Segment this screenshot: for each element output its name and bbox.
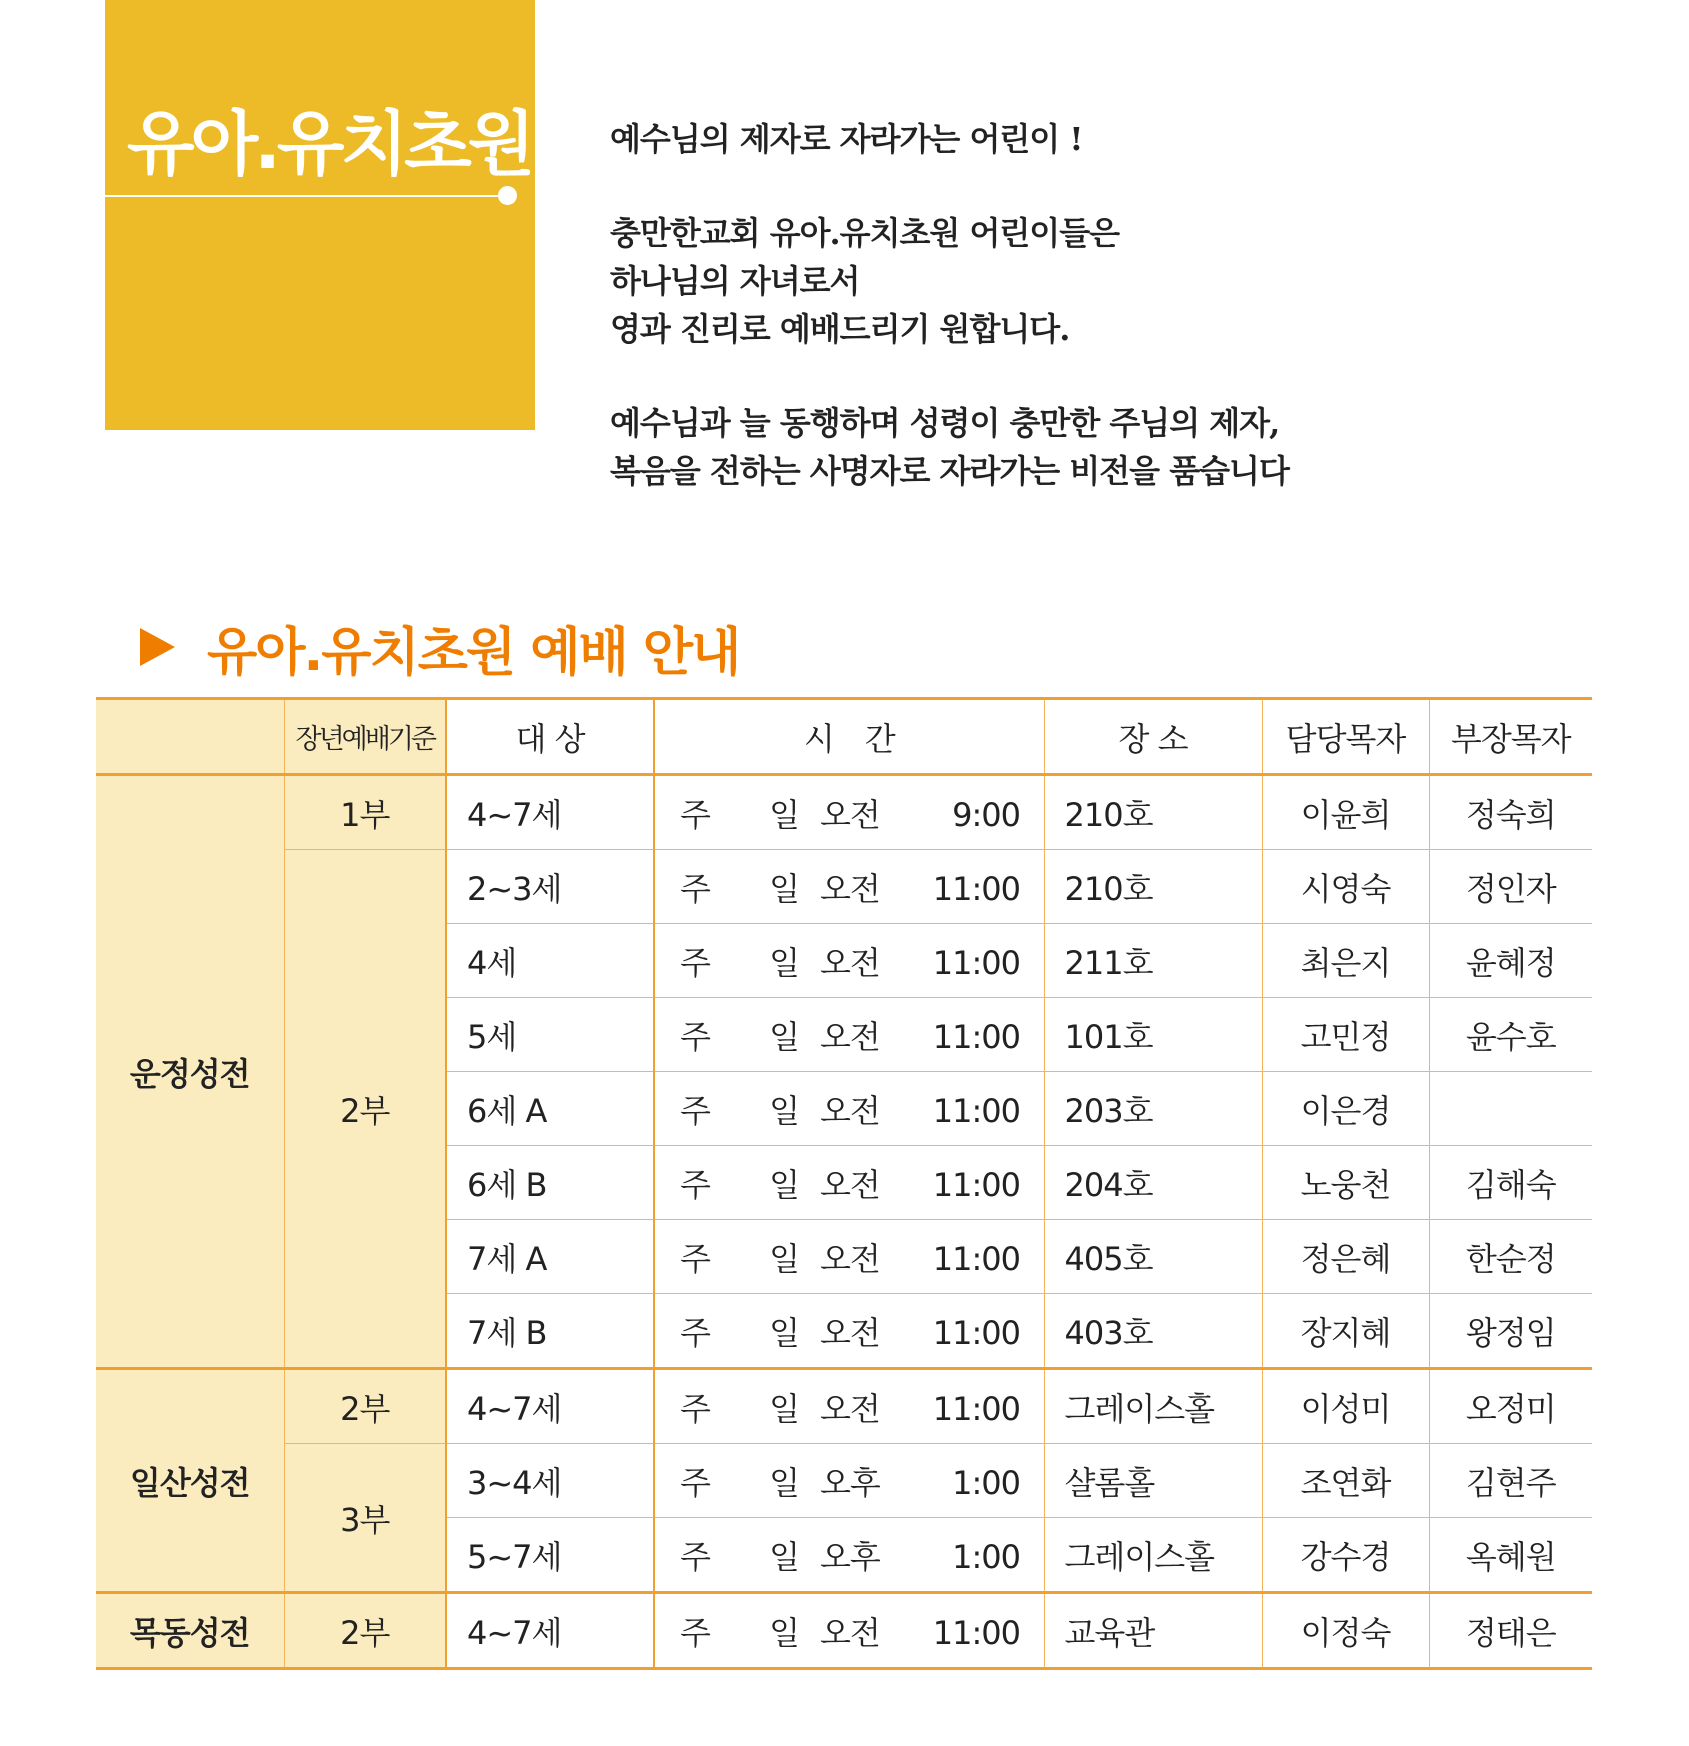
header-time: 시 간 xyxy=(654,699,1044,775)
intro-line: 예수님과 늘 동행하며 성령이 충만한 주님의 제자, xyxy=(610,404,1280,442)
deputy-cell: 정태은 xyxy=(1429,1593,1592,1669)
section-title: 유아.유치초원 예배 안내 xyxy=(207,622,740,683)
pastor-cell: 노웅천 xyxy=(1262,1146,1429,1220)
place-cell: 그레이스홀 xyxy=(1044,1369,1262,1444)
deputy-cell: 한순정 xyxy=(1429,1220,1592,1294)
time-cell: 주 일오후 1:00 xyxy=(654,1518,1044,1593)
pastor-cell: 이정숙 xyxy=(1262,1593,1429,1669)
table-row xyxy=(96,1444,1592,1518)
campus-cell: 목동성전 xyxy=(96,1593,284,1669)
time-cell: 주 일오전 11:00 xyxy=(654,998,1044,1072)
deputy-cell: 정숙희 xyxy=(1429,775,1592,850)
deputy-cell: 정인자 xyxy=(1429,850,1592,924)
pastor-cell: 장지혜 xyxy=(1262,1294,1429,1369)
pastor-cell: 최은지 xyxy=(1262,924,1429,998)
time-cell: 주 일오전 11:00 xyxy=(654,1593,1044,1669)
place-cell: 405호 xyxy=(1044,1220,1262,1294)
table-header-row xyxy=(96,699,1592,775)
time-cell: 주 일오전 11:00 xyxy=(654,850,1044,924)
header-pastor: 담당목자 xyxy=(1262,699,1429,775)
target-cell: 7세 B xyxy=(446,1294,654,1369)
page-title: 유아.유치초원 xyxy=(127,103,532,185)
header-ref: 장년예배기준 xyxy=(284,699,446,775)
target-cell: 4~7세 xyxy=(446,775,654,850)
service-cell: 2부 xyxy=(284,1593,446,1669)
service-cell: 1부 xyxy=(284,775,446,850)
pastor-cell: 이윤희 xyxy=(1262,775,1429,850)
intro-line: 하나님의 자녀로서 xyxy=(610,262,860,300)
intro-line: 영과 진리로 예배드리기 원합니다. xyxy=(610,310,1070,348)
pastor-cell: 고민정 xyxy=(1262,998,1429,1072)
service-cell: 3부 xyxy=(284,1444,446,1593)
service-cell: 2부 xyxy=(284,850,446,1369)
deputy-cell: 윤수호 xyxy=(1429,998,1592,1072)
target-cell: 4~7세 xyxy=(446,1593,654,1669)
schedule-table xyxy=(96,697,1592,1670)
place-cell: 203호 xyxy=(1044,1072,1262,1146)
target-cell: 2~3세 xyxy=(446,850,654,924)
campus-cell: 운정성전 xyxy=(96,775,284,1369)
target-cell: 7세 A xyxy=(446,1220,654,1294)
deputy-cell: 윤혜정 xyxy=(1429,924,1592,998)
target-cell: 6세 B xyxy=(446,1146,654,1220)
deputy-cell: 옥혜원 xyxy=(1429,1518,1592,1593)
title-dot xyxy=(498,186,517,205)
place-cell: 샬롬홀 xyxy=(1044,1444,1262,1518)
target-cell: 3~4세 xyxy=(446,1444,654,1518)
time-cell: 주 일오전 11:00 xyxy=(654,1072,1044,1146)
pastor-cell: 정은혜 xyxy=(1262,1220,1429,1294)
pastor-cell: 시영숙 xyxy=(1262,850,1429,924)
table-row xyxy=(96,1593,1592,1669)
place-cell: 211호 xyxy=(1044,924,1262,998)
place-cell: 210호 xyxy=(1044,775,1262,850)
target-cell: 4세 xyxy=(446,924,654,998)
triangle-right-icon xyxy=(140,628,175,666)
table-row xyxy=(96,1369,1592,1444)
service-cell: 2부 xyxy=(284,1369,446,1444)
time-cell: 주 일오전 11:00 xyxy=(654,1294,1044,1369)
table-row xyxy=(96,850,1592,924)
deputy-cell: 오정미 xyxy=(1429,1369,1592,1444)
intro-text xyxy=(610,115,1590,495)
table-row xyxy=(96,775,1592,850)
place-cell: 403호 xyxy=(1044,1294,1262,1369)
target-cell: 4~7세 xyxy=(446,1369,654,1444)
intro-line: 복음을 전하는 사명자로 자라가는 비전을 품습니다 xyxy=(610,452,1289,490)
pastor-cell: 이은경 xyxy=(1262,1072,1429,1146)
place-cell: 101호 xyxy=(1044,998,1262,1072)
campus-cell: 일산성전 xyxy=(96,1369,284,1593)
section-heading xyxy=(140,612,739,682)
title-box xyxy=(105,0,535,430)
time-cell: 주 일오전 11:00 xyxy=(654,1146,1044,1220)
intro-line: 충만한교회 유아.유치초원 어린이들은 xyxy=(610,214,1120,252)
target-cell: 6세 A xyxy=(446,1072,654,1146)
header-place: 장 소 xyxy=(1044,699,1262,775)
place-cell: 교육관 xyxy=(1044,1593,1262,1669)
place-cell: 210호 xyxy=(1044,850,1262,924)
header-campus xyxy=(96,699,284,775)
pastor-cell: 이성미 xyxy=(1262,1369,1429,1444)
deputy-cell: 왕정임 xyxy=(1429,1294,1592,1369)
place-cell: 그레이스홀 xyxy=(1044,1518,1262,1593)
time-cell: 주 일오전 11:00 xyxy=(654,924,1044,998)
deputy-cell xyxy=(1429,1072,1592,1146)
time-cell: 주 일오전 11:00 xyxy=(654,1220,1044,1294)
header-target: 대 상 xyxy=(446,699,654,775)
target-cell: 5~7세 xyxy=(446,1518,654,1593)
header-deputy: 부장목자 xyxy=(1429,699,1592,775)
pastor-cell: 강수경 xyxy=(1262,1518,1429,1593)
pastor-cell: 조연화 xyxy=(1262,1444,1429,1518)
intro-line: 예수님의 제자로 자라가는 어린이 ! xyxy=(610,120,1083,158)
target-cell: 5세 xyxy=(446,998,654,1072)
place-cell: 204호 xyxy=(1044,1146,1262,1220)
time-cell: 주 일오전 9:00 xyxy=(654,775,1044,850)
deputy-cell: 김현주 xyxy=(1429,1444,1592,1518)
time-cell: 주 일오후 1:00 xyxy=(654,1444,1044,1518)
time-cell: 주 일오전 11:00 xyxy=(654,1369,1044,1444)
deputy-cell: 김해숙 xyxy=(1429,1146,1592,1220)
title-underline xyxy=(105,195,507,197)
